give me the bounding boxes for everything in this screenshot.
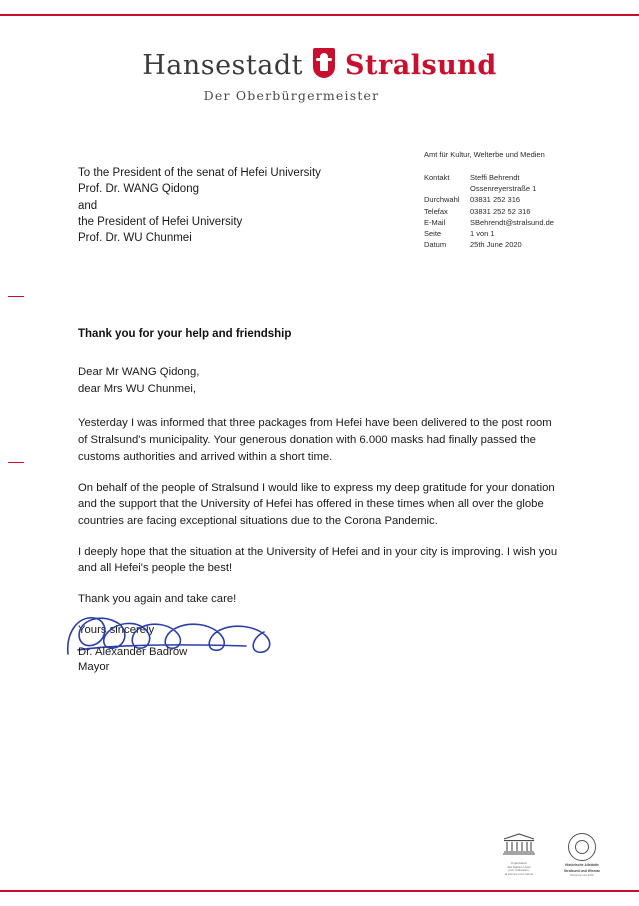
meta-key: Datum bbox=[424, 239, 447, 249]
meta-key bbox=[424, 184, 470, 195]
address-line-3: and bbox=[78, 199, 98, 212]
table-row bbox=[424, 173, 554, 184]
heritage-caption-line-2: Stralsund und Wismar bbox=[564, 869, 600, 874]
letterhead-city-name: Stralsund bbox=[345, 49, 497, 81]
address-line-4: the President of Hefei University bbox=[78, 215, 243, 228]
table-row bbox=[424, 218, 554, 229]
letterhead-city-prefix: Hansestadt bbox=[142, 49, 303, 81]
unesco-caption bbox=[498, 862, 540, 877]
meta-key: E-Mail bbox=[424, 217, 446, 227]
meta-value: 03831 252 52 316 bbox=[470, 206, 531, 216]
world-heritage-icon bbox=[568, 833, 596, 861]
contact-table bbox=[424, 173, 554, 251]
table-row bbox=[424, 240, 554, 251]
meta-value: SBehrendt@stralsund.de bbox=[470, 217, 554, 227]
closing: Yours sincerely bbox=[78, 623, 155, 636]
recipient-address-block bbox=[78, 165, 321, 247]
meta-key: Telefax bbox=[424, 206, 448, 216]
meta-value: 03831 252 316 bbox=[470, 195, 521, 205]
body-paragraph-4: Thank you again and take care! bbox=[78, 593, 237, 606]
unesco-caption-line-1: Organisation bbox=[510, 861, 528, 865]
unesco-caption-line-2: des Nations Unies bbox=[507, 864, 531, 869]
table-row bbox=[424, 195, 554, 206]
heritage-caption-line-1: Historische Altstädte bbox=[565, 863, 599, 867]
salutation-line-2: dear Mrs WU Chunmei, bbox=[78, 382, 197, 395]
meta-key: Seite bbox=[424, 228, 442, 238]
meta-value: 25th June 2020 bbox=[470, 239, 522, 249]
heritage-caption-line-3: Welterbe seit 2002 bbox=[569, 872, 595, 877]
unesco-caption-line-4: la science et la culture bbox=[504, 871, 534, 876]
meta-value: Steffi Behrendt bbox=[470, 173, 520, 183]
salutation bbox=[78, 364, 564, 397]
unesco-logo bbox=[498, 833, 540, 877]
coat-of-arms-icon bbox=[313, 48, 335, 82]
margin-tick-lower bbox=[8, 462, 24, 463]
bottom-red-rule bbox=[0, 890, 639, 892]
margin-tick-upper bbox=[8, 296, 24, 297]
world-heritage-logo bbox=[554, 833, 610, 878]
footer-logos bbox=[498, 833, 618, 878]
department-name: Amt für Kultur, Welterbe und Medien bbox=[424, 150, 545, 159]
top-red-rule bbox=[0, 14, 639, 16]
meta-value: Ossenreyerstraße 1 bbox=[470, 184, 537, 194]
address-line-2: Prof. Dr. WANG Qidong bbox=[78, 183, 199, 196]
address-line-1: To the President of the senat of Hefei University bbox=[78, 167, 321, 179]
letterhead bbox=[0, 48, 639, 103]
meta-key: Durchwahl bbox=[424, 195, 460, 205]
letterhead-subtitle: Der Oberbürgermeister bbox=[203, 88, 380, 103]
unesco-temple-icon bbox=[498, 833, 540, 860]
letterhead-title-line bbox=[0, 48, 639, 82]
table-row bbox=[424, 207, 554, 218]
signer-name: Dr. Alexander Badrow bbox=[78, 646, 188, 658]
unesco-caption-line-3: pour l'éducation, bbox=[508, 868, 530, 873]
table-row bbox=[424, 229, 554, 240]
signer-title: Mayor bbox=[78, 661, 110, 674]
signer-block bbox=[78, 645, 187, 676]
body-paragraph-1: Yesterday I was informed that three packages from Hefei have been delivered to the post room of Stralsund's municipality. Your generous donation with 6.000 masks had finally passed the customs authorities and arrived within a short time. bbox=[78, 417, 552, 463]
table-row bbox=[424, 184, 554, 195]
body-paragraph-2: On behalf of the people of Stralsund I would like to express my deep gratitude for your donation and the support that the University of Hefei has offered in these times when all over the globe countries are facing exceptional situations due to the Corona Pandemic. bbox=[78, 481, 555, 528]
contact-meta-block bbox=[424, 150, 624, 251]
salutation-line-1: Dear Mr WANG Qidong, bbox=[78, 366, 200, 378]
meta-value: 1 von 1 bbox=[470, 228, 495, 238]
meta-key: Kontakt bbox=[424, 173, 450, 183]
body-paragraph-3: I deeply hope that the situation at the University of Hefei and in your city is improving. I wish you and all Hefei's people the best! bbox=[78, 545, 558, 575]
address-line-5: Prof. Dr. WU Chunmei bbox=[78, 232, 192, 245]
letter-subject: Thank you for your help and friendship bbox=[78, 328, 292, 340]
